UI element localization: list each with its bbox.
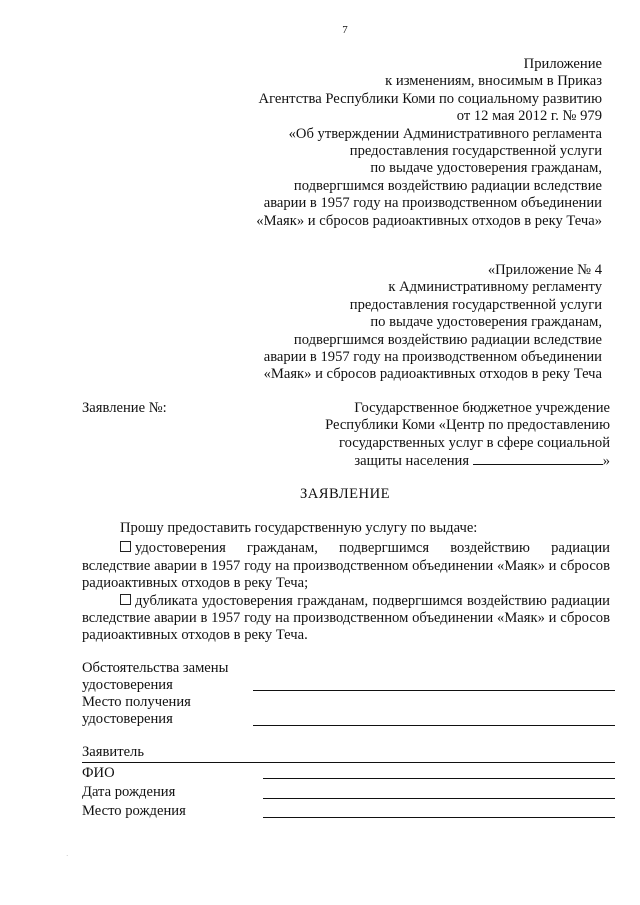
appendix-line: предоставления государственной услуги [349,143,602,160]
appendix-header [256,56,602,230]
birth-date-label: Дата рождения [82,784,176,800]
recipient-line: Государственное бюджетное учреждение [354,400,610,416]
option-duplicate-text: дубликата удостоверения гражданам, подвергшимся воздействию радиации вследствие аварии в 1957 году на производственном объединении «Маяк» и сбросов радиоактивных отходов в реку Теча. [82,592,610,644]
recipient-line: Республики Коми «Центр по предоставлению [325,417,610,434]
checkbox-certificate[interactable] [120,541,131,552]
scan-dot: · [66,852,69,860]
request-lead: Прошу предоставить государственную услугу по выдаче: [120,520,478,536]
appendix-line: к изменениям, вносимым в Приказ [385,73,602,90]
receipt-place-label-2: удостоверения [82,711,173,727]
birth-place-label: Место рождения [82,803,186,819]
recipient-block [325,400,610,471]
appendix-line: «Маяк» и сбросов радиоактивных отходов в реку Теча» [256,212,602,229]
appendix-line: «Об утверждении Административного регламента [288,125,602,142]
fio-field[interactable] [263,778,615,779]
appendix-4-line: подвергшимся воздействию радиации вследствие [293,331,602,348]
birth-place-field[interactable] [263,817,615,818]
receipt-place-field[interactable] [253,725,615,726]
replacement-reason-field[interactable] [253,690,615,691]
recipient-line-suffix: » [602,453,610,470]
application-number-label: Заявление №: [82,400,167,416]
recipient-line-last [325,452,610,470]
recipient-district-blank[interactable] [473,452,603,465]
appendix-4-header [264,262,602,384]
recipient-line-prefix: защиты населения [354,453,470,470]
page-number: 7 [342,24,348,36]
appendix-4-line: к Административному регламенту [388,279,602,296]
receipt-place-label-1: Место получения [82,694,191,710]
appendix-line: подвергшимся воздействию радиации вследствие [293,177,602,194]
appendix-line: аварии в 1957 году на производственном объединении [263,195,602,212]
applicant-divider [82,762,615,763]
replacement-reason-label-2: удостоверения [82,677,173,693]
applicant-heading: Заявитель [82,744,144,760]
appendix-4-line: аварии в 1957 году на производственном объединении [263,349,602,366]
appendix-4-line: предоставления государственной услуги [349,296,602,313]
appendix-4-line: «Маяк» и сбросов радиоактивных отходов в реку Теча [263,366,602,383]
checkbox-duplicate[interactable] [120,594,131,605]
fio-label: ФИО [82,765,115,781]
recipient-line: государственных услуг в сфере социальной [338,434,610,451]
option-certificate-text: удостоверения гражданам, подвергшимся воздействию радиации вследствие аварии в 1957 году на производственном объединении «Маяк» и сбросов радиоактивных отходов в реку Теча; [82,540,610,592]
request-option-certificate [82,540,610,592]
request-option-duplicate [82,593,610,645]
document-title: ЗАЯВЛЕНИЕ [299,486,391,502]
appendix-line: Приложение [523,56,602,72]
appendix-line: от 12 мая 2012 г. № 979 [456,108,602,125]
birth-date-field[interactable] [263,798,615,799]
appendix-line: по выдаче удостоверения гражданам, [370,160,602,177]
request-section [82,520,610,645]
appendix-4-line: по выдаче удостоверения гражданам, [370,314,602,331]
replacement-reason-label-1: Обстоятельства замены [82,660,229,676]
appendix-line: Агентства Республики Коми по социальному развитию [258,90,602,107]
appendix-4-line: «Приложение № 4 [487,262,602,278]
